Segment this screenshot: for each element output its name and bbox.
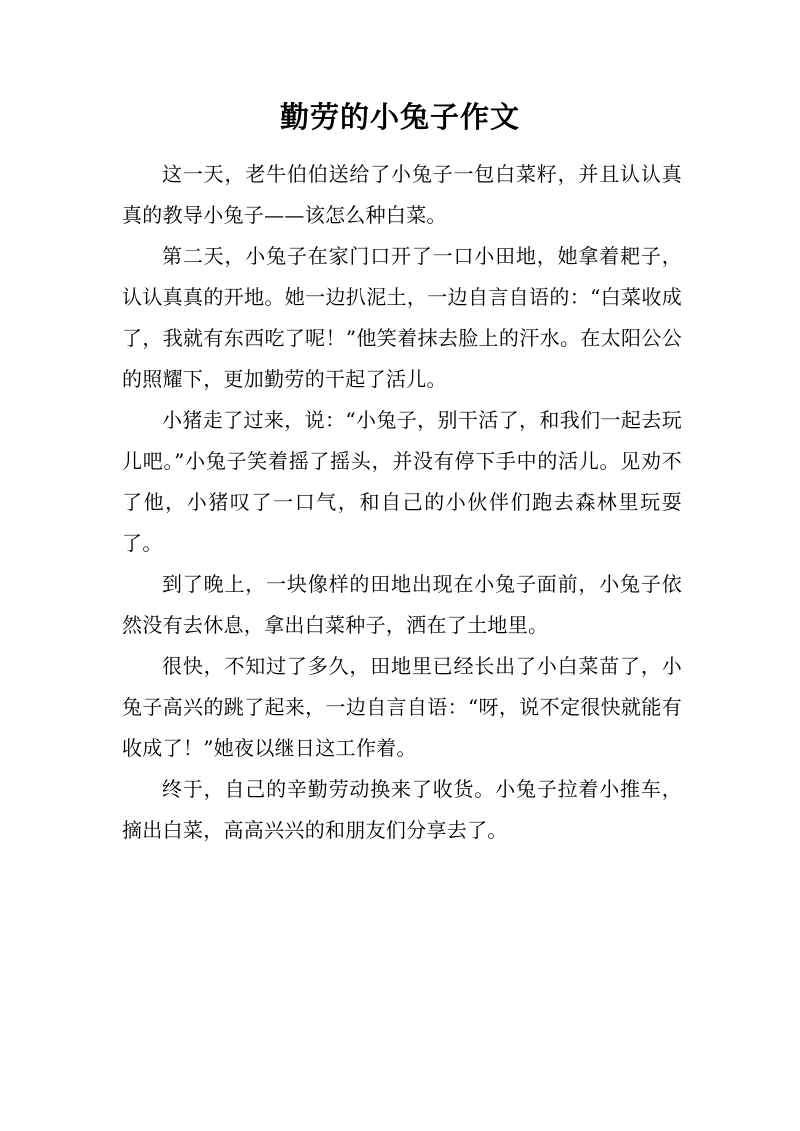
paragraph-5: 很快，不知过了多久，田地里已经长出了小白菜苗了，小兔子高兴的跳了起来，一边自言自语：“呀，说不定很快就能有收成了！”她夜以继日这工作着。 xyxy=(122,654,682,760)
document-body xyxy=(122,154,682,851)
paragraph-4: 到了晚上，一块像样的田地出现在小兔子面前，小兔子依然没有去休息，拿出白菜种子，洒在了土地里。 xyxy=(122,572,682,637)
paragraph-2: 第二天，小兔子在家门口开了一口小田地，她拿着耙子，认认真真的开地。她一边扒泥土，一边自言自语的：“白菜收成了，我就有东西吃了呢！”他笑着抹去脸上的汗水。在太阳公公的照耀下，更加勤劳的干起了活儿。 xyxy=(122,244,682,391)
paragraph-1: 这一天，老牛伯伯送给了小兔子一包白菜籽，并且认认真真的教导小兔子——该怎么种白菜。 xyxy=(122,162,682,227)
paragraph-6: 终于，自己的辛勤劳动换来了收货。小兔子拉着小推车，摘出白菜，高高兴兴的和朋友们分享去了。 xyxy=(122,777,682,842)
paragraph-3: 小猪走了过来，说：“小兔子，别干活了，和我们一起去玩儿吧。”小兔子笑着摇了摇头，并没有停下手中的活儿。见劝不了他，小猪叹了一口气，和自己的小伙伴们跑去森林里玩耍了。 xyxy=(122,408,682,555)
document-title: 勤劳的小兔子作文 xyxy=(279,100,520,134)
